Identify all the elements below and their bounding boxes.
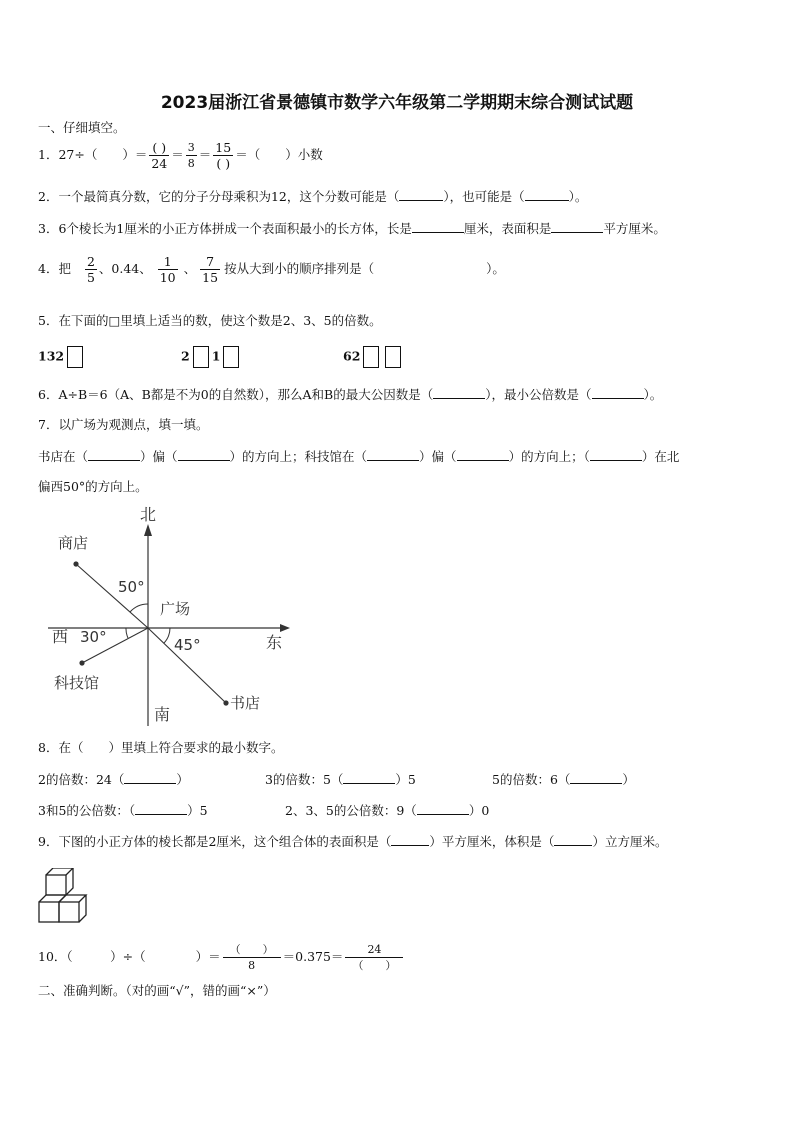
cube-bottom-right-top — [59, 895, 86, 902]
q8-blank-2[interactable] — [343, 771, 395, 784]
q7-blank-3[interactable] — [367, 448, 419, 461]
q5-box-4[interactable] — [363, 346, 379, 368]
label-science-museum: 科技馆 — [54, 674, 100, 692]
question-10 — [38, 942, 405, 973]
q8-r1c-text: 5的倍数：6（ — [492, 772, 571, 787]
q7-blank-1[interactable] — [88, 448, 140, 461]
q8-r2b-text: 2、3、5的公倍数：9（ — [285, 803, 417, 818]
q3-text-b: 厘米，表面积是 — [463, 221, 552, 236]
q7-line-2: 偏西50°的方向上。 — [38, 479, 148, 494]
q1-f1-numerator: ( ) — [152, 140, 167, 155]
q1-f2-numerator: 3 — [187, 141, 195, 154]
q2-text-c: ）。 — [568, 189, 588, 204]
q4-text-end: ）。 — [486, 261, 505, 276]
q4-fraction-2 — [158, 254, 178, 285]
q5-n2b-text: 1 — [211, 348, 221, 364]
q8-r2a-end: ）5 — [187, 803, 208, 818]
direction-diagram — [40, 500, 300, 730]
shop-point — [73, 561, 78, 566]
q8-blank-4[interactable] — [135, 802, 187, 815]
q8-r2a-text: 3和5的公倍数：（ — [38, 803, 136, 818]
q7-text-e: ）的方向上；（ — [508, 449, 590, 464]
q7-text-c: ）的方向上；科技馆在（ — [229, 449, 368, 464]
q1-prefix: 1．27÷（ ）＝ — [38, 147, 148, 162]
q8-row1-c — [492, 771, 635, 788]
q3-blank-length[interactable] — [412, 220, 464, 233]
q8-r2b-end: ）0 — [468, 803, 490, 818]
q1-fraction-1 — [149, 140, 169, 171]
cube-bottom-left — [39, 902, 59, 922]
label-angle-30: 30° — [80, 628, 107, 646]
q5-n2a-text: 2 — [181, 348, 190, 364]
angle-arc-30 — [126, 628, 128, 638]
q9-blank-area[interactable] — [391, 833, 429, 846]
label-east: 东 — [266, 633, 283, 652]
label-west: 西 — [52, 627, 69, 646]
q8-row1-a — [38, 771, 189, 788]
q6-blank-gcd[interactable] — [433, 386, 485, 399]
q4-prefix: 4．把 — [38, 261, 71, 276]
page-title: 2023届浙江省景德镇市数学六年级第二学期期末综合测试试题 — [160, 93, 634, 113]
q5-box-3[interactable] — [223, 346, 239, 368]
q8-row2-b — [285, 802, 489, 819]
label-angle-50: 50° — [118, 578, 145, 596]
label-angle-45: 45° — [174, 636, 201, 654]
q4-f2-numerator: 1 — [163, 254, 172, 269]
q2-text-b: ），也可能是（ — [443, 189, 525, 204]
question-8: 8．在（ ）里填上符合要求的最小数字。 — [38, 740, 284, 755]
cube-bottom-right — [59, 902, 79, 922]
q1-fraction-2 — [186, 140, 197, 171]
question-3 — [38, 220, 666, 237]
question-4 — [38, 254, 505, 285]
q1-suffix: ＝（ ）小数 — [235, 147, 323, 162]
q8-blank-1[interactable] — [124, 771, 176, 784]
science-point — [79, 660, 84, 665]
q4-text-b: 按从大到小的顺序排列是（ — [224, 261, 375, 276]
q8-blank-3[interactable] — [570, 771, 622, 784]
q4-f3-denominator: 15 — [202, 270, 219, 285]
q6-text-b: ），最小公倍数是（ — [485, 387, 592, 402]
q2-text-a: 2．一个最简真分数，它的分子分母乘积为12，这个分数可能是（ — [38, 189, 400, 204]
q7-text-b: ）偏（ — [140, 449, 178, 464]
q4-f1-denominator: 5 — [86, 270, 95, 285]
q9-blank-volume[interactable] — [554, 833, 592, 846]
q1-fraction-3 — [213, 140, 233, 171]
q2-blank-2[interactable] — [525, 188, 569, 201]
q10-f2-numerator: 24 — [367, 943, 382, 956]
q10-fraction-2 — [345, 942, 403, 973]
q10-fraction-1 — [223, 942, 281, 973]
q8-blank-5[interactable] — [417, 802, 469, 815]
angle-arc-45 — [164, 628, 170, 643]
q10-f2-denominator[interactable]: （ ） — [345, 957, 403, 973]
q8-r1b-end: ）5 — [395, 772, 416, 787]
north-arrow-icon — [144, 524, 152, 536]
q5-number-2 — [181, 346, 242, 368]
q7-blank-5[interactable] — [590, 448, 642, 461]
q3-blank-area[interactable] — [551, 220, 603, 233]
label-bookstore: 书店 — [230, 694, 261, 712]
q1-f1-denominator: 24 — [151, 156, 168, 171]
q4-mid-1: 、0.44、 — [98, 261, 152, 276]
q6-text-a: 6．A÷B＝6（A、B都是不为0的自然数），那么A和B的最大公因数是（ — [38, 387, 434, 402]
q4-fraction-1 — [85, 254, 97, 285]
q7-text-a: 书店在（ — [38, 449, 89, 464]
q6-text-c: ）。 — [643, 387, 663, 402]
q7-blank-4[interactable] — [457, 448, 509, 461]
cube-top — [46, 875, 66, 895]
question-2 — [38, 188, 587, 205]
cube-top-top — [46, 868, 73, 875]
q8-r1c-end: ） — [622, 772, 635, 787]
q8-r1a-end: ） — [176, 772, 189, 787]
label-south: 南 — [154, 705, 171, 724]
label-north: 北 — [140, 505, 157, 524]
bookstore-point — [223, 700, 228, 705]
q7-text-f: ）在北 — [641, 449, 680, 464]
q9-text-b: ）平方厘米，体积是（ — [429, 834, 555, 849]
q4-f2-denominator: 10 — [159, 270, 176, 285]
q5-box-5[interactable] — [385, 346, 401, 368]
q1-equals-1: ＝ — [171, 147, 184, 162]
q4-f1-numerator: 2 — [86, 254, 95, 269]
q7-line-1 — [38, 448, 679, 465]
q8-row1-b — [265, 771, 416, 788]
q1-equals-2: ＝ — [198, 147, 212, 162]
q5-n1-text: 132 — [38, 348, 65, 364]
q5-box-1[interactable] — [67, 346, 83, 368]
q1-f2-denominator: 8 — [187, 157, 195, 170]
q10-f1-numerator[interactable]: （ ） — [229, 943, 274, 956]
q8-r1b-text: 3的倍数：5（ — [265, 772, 344, 787]
shop-ray — [76, 564, 148, 628]
section-2-heading: 二、准确判断。（对的画“√”，错的画“×”） — [38, 983, 276, 998]
east-arrow-icon — [280, 624, 290, 632]
q10-mid: ＝0.375＝ — [282, 949, 344, 964]
cubes-figure — [36, 868, 98, 926]
question-9 — [38, 833, 667, 850]
question-6 — [38, 386, 662, 403]
q1-f3-numerator: 15 — [215, 140, 232, 155]
q8-r1a-text: 2的倍数：24（ — [38, 772, 125, 787]
q10-f1-denominator: 8 — [223, 957, 281, 973]
q9-text-c: ）立方厘米。 — [592, 834, 668, 849]
q5-number-3 — [343, 346, 404, 368]
q3-text-c: 平方厘米。 — [603, 221, 666, 236]
q2-blank-1[interactable] — [399, 188, 443, 201]
section-1-heading: 一、仔细填空。 — [38, 120, 126, 135]
q7-blank-2[interactable] — [178, 448, 230, 461]
q7-text-d: ）偏（ — [419, 449, 457, 464]
q4-f3-numerator: 7 — [206, 254, 215, 269]
q9-text-a: 9．下图的小正方体的棱长都是2厘米，这个组合体的表面积是（ — [38, 834, 392, 849]
q4-mid-2: 、 — [183, 261, 197, 276]
label-plaza: 广场 — [160, 600, 191, 618]
q6-blank-lcm[interactable] — [592, 386, 644, 399]
q8-row2-a — [38, 802, 208, 819]
question-1 — [38, 140, 323, 171]
q5-n3-text: 62 — [343, 348, 361, 364]
angle-arc-50 — [130, 604, 148, 612]
label-shop: 商店 — [58, 534, 89, 552]
question-5: 5．在下面的□里填上适当的数，使这个数是2、3、5的倍数。 — [38, 313, 382, 328]
q1-f3-denominator: ( ) — [213, 155, 233, 171]
q5-box-2[interactable] — [193, 346, 209, 368]
q3-text-a: 3．6个棱长为1厘米的小正方体拼成一个表面积最小的长方体，长是 — [38, 221, 412, 236]
q5-number-1 — [38, 346, 86, 368]
q10-text-a: 10．（ ）÷（ ）＝ — [38, 949, 221, 964]
question-7: 7．以广场为观测点，填一填。 — [38, 417, 209, 432]
q4-fraction-3 — [200, 254, 220, 285]
